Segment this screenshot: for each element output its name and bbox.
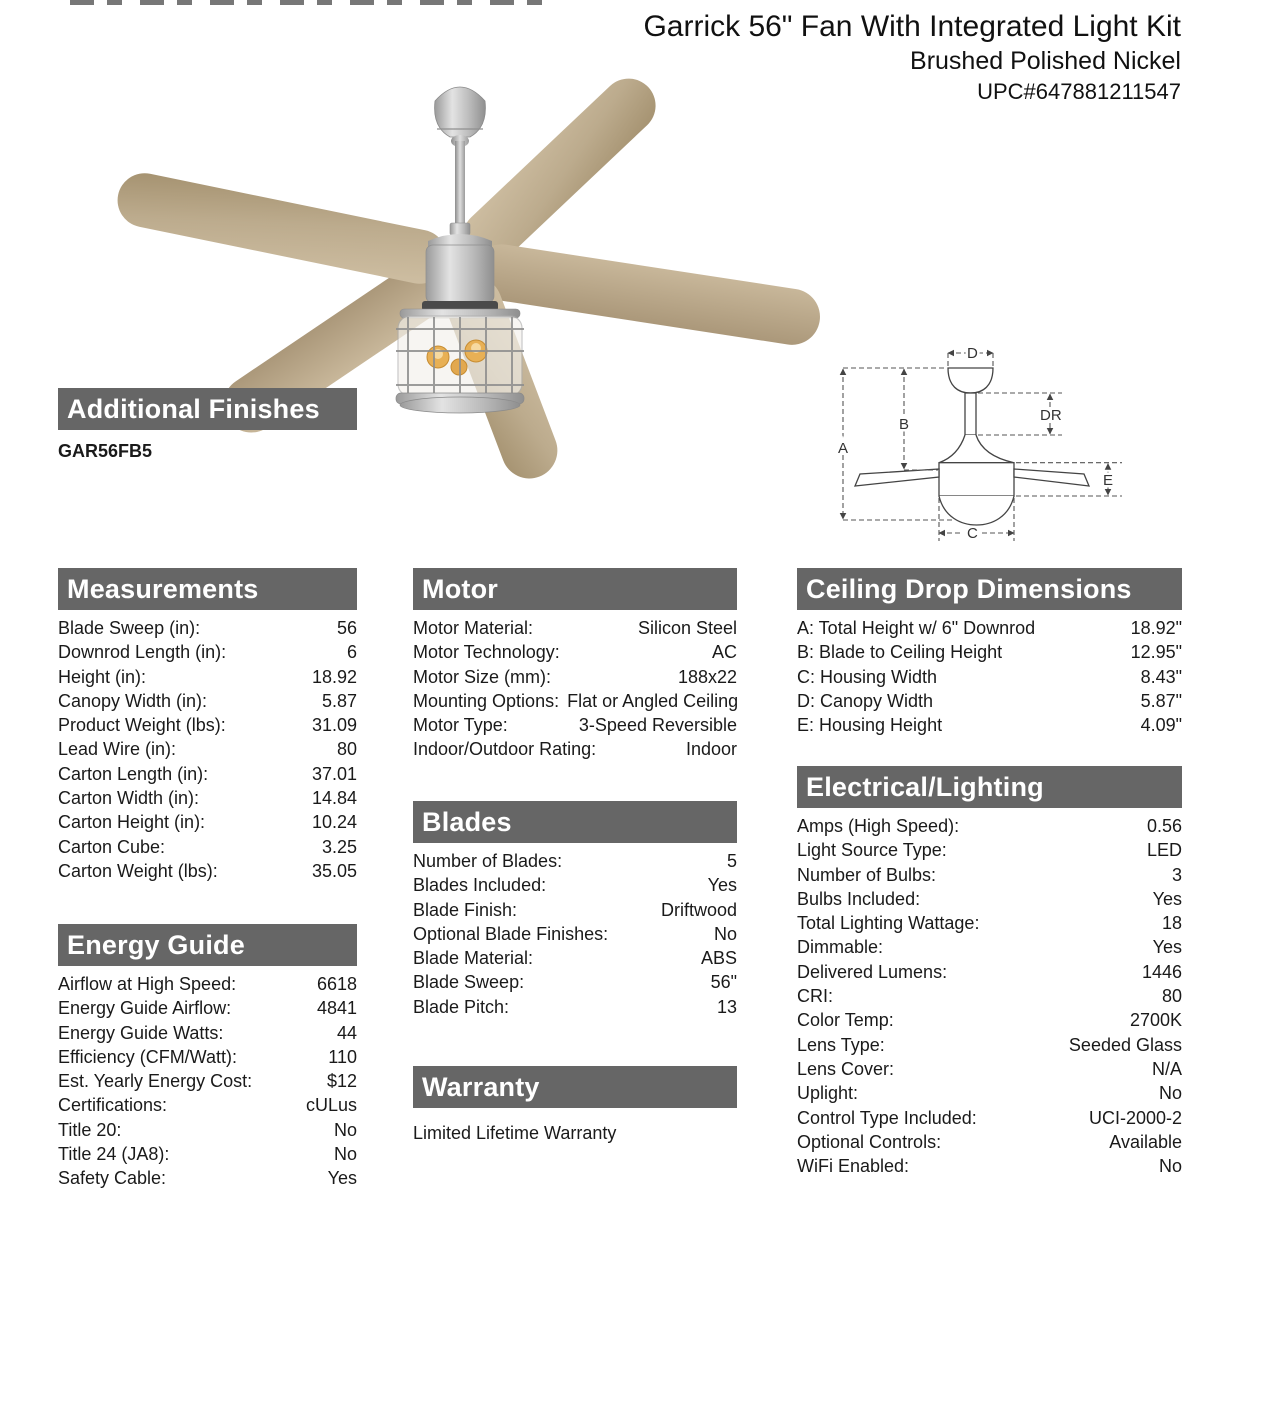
spec-value: 18: [1161, 913, 1182, 934]
spec-label: Total Lighting Wattage:: [797, 913, 980, 934]
spec-value: Yes: [327, 1168, 357, 1189]
spec-label: WiFi Enabled:: [797, 1156, 910, 1177]
spec-label: Color Temp:: [797, 1010, 894, 1031]
spec-row: [413, 898, 737, 922]
spec-value: 188x22: [677, 666, 737, 687]
additional-finishes-heading: Additional Finishes: [58, 388, 357, 430]
finish-model-code: GAR56FB5: [58, 441, 153, 461]
spec-row: [58, 762, 357, 786]
spec-row: [797, 665, 1182, 689]
spec-value: ABS: [700, 948, 737, 969]
spec-value: 18.92: [311, 666, 357, 687]
diagram-label-dr: DR: [1040, 407, 1062, 424]
measurements-table: [58, 616, 357, 883]
spec-row: [58, 1166, 357, 1190]
spec-row: [797, 1008, 1182, 1032]
spec-label: B: Blade to Ceiling Height: [797, 642, 1003, 663]
section-blades: [413, 801, 737, 1019]
spec-row: [58, 786, 357, 810]
spec-label: Product Weight (lbs):: [58, 715, 226, 736]
motor-table: [413, 616, 737, 762]
spec-row: [58, 972, 357, 996]
section-measurements: [58, 568, 357, 883]
spec-value: 37.01: [311, 763, 357, 784]
spec-value: 44: [336, 1022, 357, 1043]
spec-label: Delivered Lumens:: [797, 961, 948, 982]
spec-row: [797, 713, 1182, 737]
spec-value: Flat or Angled Ceiling: [567, 690, 739, 711]
spec-value: 3-Speed Reversible: [578, 715, 737, 736]
section-electrical: [797, 766, 1182, 1178]
diagram-label-b: B: [899, 416, 910, 433]
spec-label: Motor Type:: [413, 715, 508, 736]
spec-value: Yes: [1152, 937, 1182, 958]
warranty-text: Limited Lifetime Warranty: [413, 1123, 617, 1143]
product-finish: Brushed Polished Nickel: [910, 47, 1181, 75]
cropped-header-text-fragments: [70, 0, 548, 5]
section-motor: [413, 568, 737, 762]
spec-label: Dimmable:: [797, 937, 884, 958]
spec-label: Blade Sweep:: [413, 972, 525, 993]
spec-value: Available: [1109, 1131, 1182, 1152]
spec-value: 8.43": [1140, 666, 1182, 687]
spec-value: 56": [710, 972, 737, 993]
spec-row: [413, 970, 737, 994]
spec-row: [797, 640, 1182, 664]
spec-label: C: Housing Width: [797, 666, 938, 687]
spec-value: AC: [711, 642, 737, 663]
spec-label: Carton Height (in):: [58, 812, 206, 833]
section-warranty: [413, 1066, 737, 1144]
spec-label: Mounting Options:: [413, 690, 560, 711]
spec-row: [797, 935, 1182, 959]
blades-heading: Blades: [413, 801, 737, 843]
spec-row: [58, 665, 357, 689]
spec-row: [797, 887, 1182, 911]
spec-row: [58, 1142, 357, 1166]
product-title: Garrick 56" Fan With Integrated Light Kit: [643, 10, 1181, 43]
spec-row: [413, 737, 737, 761]
spec-row: [797, 1081, 1182, 1105]
spec-value: 3: [1171, 864, 1182, 885]
spec-value: Silicon Steel: [637, 618, 737, 638]
spec-row: [797, 960, 1182, 984]
spec-value: cULus: [305, 1095, 357, 1116]
spec-row: [797, 1033, 1182, 1057]
spec-value: No: [713, 923, 737, 944]
spec-row: [797, 1154, 1182, 1178]
spec-label: Motor Material:: [413, 618, 534, 638]
spec-label: Indoor/Outdoor Rating:: [413, 739, 597, 760]
spec-label: Downrod Length (in):: [58, 642, 227, 663]
spec-row: [58, 737, 357, 761]
spec-label: Est. Yearly Energy Cost:: [58, 1071, 253, 1092]
spec-row: [58, 996, 357, 1020]
spec-row: [58, 1118, 357, 1142]
spec-label: Control Type Included:: [797, 1107, 977, 1128]
spec-value: 80: [336, 739, 357, 760]
spec-label: D: Canopy Width: [797, 690, 934, 711]
spec-row: [797, 616, 1182, 640]
spec-row: [413, 616, 737, 640]
spec-label: Energy Guide Airflow:: [58, 998, 232, 1019]
warranty-heading: Warranty: [413, 1066, 737, 1108]
spec-label: Blade Finish:: [413, 899, 518, 920]
spec-label: Lens Type:: [797, 1034, 885, 1055]
spec-value: 12.95": [1130, 642, 1182, 663]
spec-row: [797, 838, 1182, 862]
spec-label: Efficiency (CFM/Watt):: [58, 1046, 238, 1067]
spec-label: Amps (High Speed):: [797, 816, 960, 836]
spec-value: No: [333, 1119, 357, 1140]
ceiling-drop-heading: Ceiling Drop Dimensions: [797, 568, 1182, 610]
spec-label: Safety Cable:: [58, 1168, 167, 1189]
spec-value: Yes: [707, 875, 737, 896]
spec-value: 14.84: [311, 788, 357, 809]
diagram-label-e: E: [1103, 472, 1114, 489]
spec-value: 3.25: [321, 836, 357, 857]
spec-label: Motor Technology:: [413, 642, 560, 663]
electrical-table: [797, 814, 1182, 1178]
spec-value: 5: [726, 851, 737, 871]
ceiling-drop-diagram: [830, 345, 1140, 560]
spec-row: [58, 689, 357, 713]
spec-row: [58, 713, 357, 737]
product-upc: UPC#647881211547: [977, 79, 1181, 104]
spec-value: 110: [328, 1046, 357, 1067]
spec-row: [413, 922, 737, 946]
spec-value: 56: [336, 618, 357, 638]
spec-row: [797, 863, 1182, 887]
spec-value: 80: [1161, 986, 1182, 1007]
spec-row: [797, 814, 1182, 838]
spec-value: 6: [346, 642, 357, 663]
spec-label: Carton Weight (lbs):: [58, 860, 218, 881]
fan-light-kit: [396, 309, 524, 413]
spec-label: Title 24 (JA8):: [58, 1144, 170, 1165]
spec-row: [58, 810, 357, 834]
spec-value: Seeded Glass: [1068, 1034, 1182, 1055]
diagram-label-a: A: [838, 440, 849, 457]
spec-row: [413, 873, 737, 897]
spec-label: Carton Width (in):: [58, 788, 200, 809]
section-energy-guide: [58, 924, 357, 1191]
spec-label: Lead Wire (in):: [58, 739, 177, 760]
spec-value: 13: [716, 996, 737, 1017]
spec-label: CRI:: [797, 986, 833, 1007]
spec-label: Light Source Type:: [797, 840, 947, 861]
spec-row: [58, 1045, 357, 1069]
spec-label: Optional Controls:: [797, 1131, 942, 1152]
spec-label: Carton Cube:: [58, 836, 166, 857]
spec-label: Uplight:: [797, 1083, 859, 1104]
spec-row: [58, 640, 357, 664]
spec-row: [58, 859, 357, 883]
spec-label: Height (in):: [58, 666, 147, 687]
spec-label: Blades Included:: [413, 875, 547, 896]
spec-row: [413, 995, 737, 1019]
spec-label: Bulbs Included:: [797, 888, 921, 909]
energy-guide-table: [58, 972, 357, 1191]
spec-label: Blade Pitch:: [413, 996, 510, 1017]
spec-value: Indoor: [685, 739, 737, 760]
spec-row: [58, 1021, 357, 1045]
electrical-heading: Electrical/Lighting: [797, 766, 1182, 808]
spec-value: $12: [326, 1071, 357, 1092]
spec-label: Lens Cover:: [797, 1058, 895, 1079]
spec-value: No: [333, 1144, 357, 1165]
motor-heading: Motor: [413, 568, 737, 610]
spec-row: [58, 1093, 357, 1117]
spec-label: Airflow at High Speed:: [58, 974, 237, 994]
spec-value: Driftwood: [660, 899, 737, 920]
spec-row: [413, 665, 737, 689]
spec-value: No: [1158, 1156, 1182, 1177]
spec-value: 6618: [316, 974, 357, 994]
spec-value: 4.09": [1140, 715, 1182, 736]
spec-row: [58, 616, 357, 640]
energy-guide-heading: Energy Guide: [58, 924, 357, 966]
spec-label: Number of Blades:: [413, 851, 563, 871]
diagram-label-c: C: [967, 525, 978, 542]
spec-row: [797, 984, 1182, 1008]
spec-row: [58, 1069, 357, 1093]
spec-row: [413, 713, 737, 737]
spec-row: [797, 1106, 1182, 1130]
spec-row: [413, 689, 737, 713]
spec-label: Number of Bulbs:: [797, 864, 937, 885]
fan-motor-housing: [422, 234, 498, 311]
spec-value: 5.87: [321, 690, 357, 711]
spec-row: [797, 911, 1182, 935]
spec-value: 1446: [1141, 961, 1182, 982]
spec-value: 31.09: [311, 715, 357, 736]
spec-row: [413, 640, 737, 664]
spec-value: 2700K: [1129, 1010, 1182, 1031]
spec-value: 10.24: [311, 812, 357, 833]
spec-row: [797, 1130, 1182, 1154]
measurements-heading: Measurements: [58, 568, 357, 610]
spec-value: UCI-2000-2: [1088, 1107, 1182, 1128]
spec-value: 0.56: [1146, 816, 1182, 836]
spec-label: A: Total Height w/ 6" Downrod: [797, 618, 1036, 638]
spec-label: E: Housing Height: [797, 715, 943, 736]
section-additional-finishes: [58, 388, 357, 462]
spec-label: Certifications:: [58, 1095, 168, 1116]
spec-label: Blade Sweep (in):: [58, 618, 201, 638]
spec-row: [413, 946, 737, 970]
spec-label: Canopy Width (in):: [58, 690, 208, 711]
spec-value: N/A: [1151, 1058, 1182, 1079]
spec-row: [58, 835, 357, 859]
spec-label: Title 20:: [58, 1119, 122, 1140]
spec-label: Motor Size (mm):: [413, 666, 552, 687]
spec-label: Energy Guide Watts:: [58, 1022, 224, 1043]
blades-table: [413, 849, 737, 1019]
spec-row: [797, 689, 1182, 713]
diagram-label-d: D: [967, 345, 978, 362]
spec-value: 4841: [316, 998, 357, 1019]
spec-label: Carton Length (in):: [58, 763, 209, 784]
ceiling-drop-table: [797, 616, 1182, 737]
spec-row: [797, 1057, 1182, 1081]
spec-value: Yes: [1152, 888, 1182, 909]
spec-value: No: [1158, 1083, 1182, 1104]
spec-value: 35.05: [311, 860, 357, 881]
spec-row: [413, 849, 737, 873]
spec-value: 5.87": [1140, 690, 1182, 711]
spec-label: Blade Material:: [413, 948, 534, 969]
spec-value: LED: [1146, 840, 1182, 861]
spec-label: Optional Blade Finishes:: [413, 923, 609, 944]
spec-value: 18.92": [1130, 618, 1182, 638]
section-ceiling-drop: [797, 568, 1182, 737]
